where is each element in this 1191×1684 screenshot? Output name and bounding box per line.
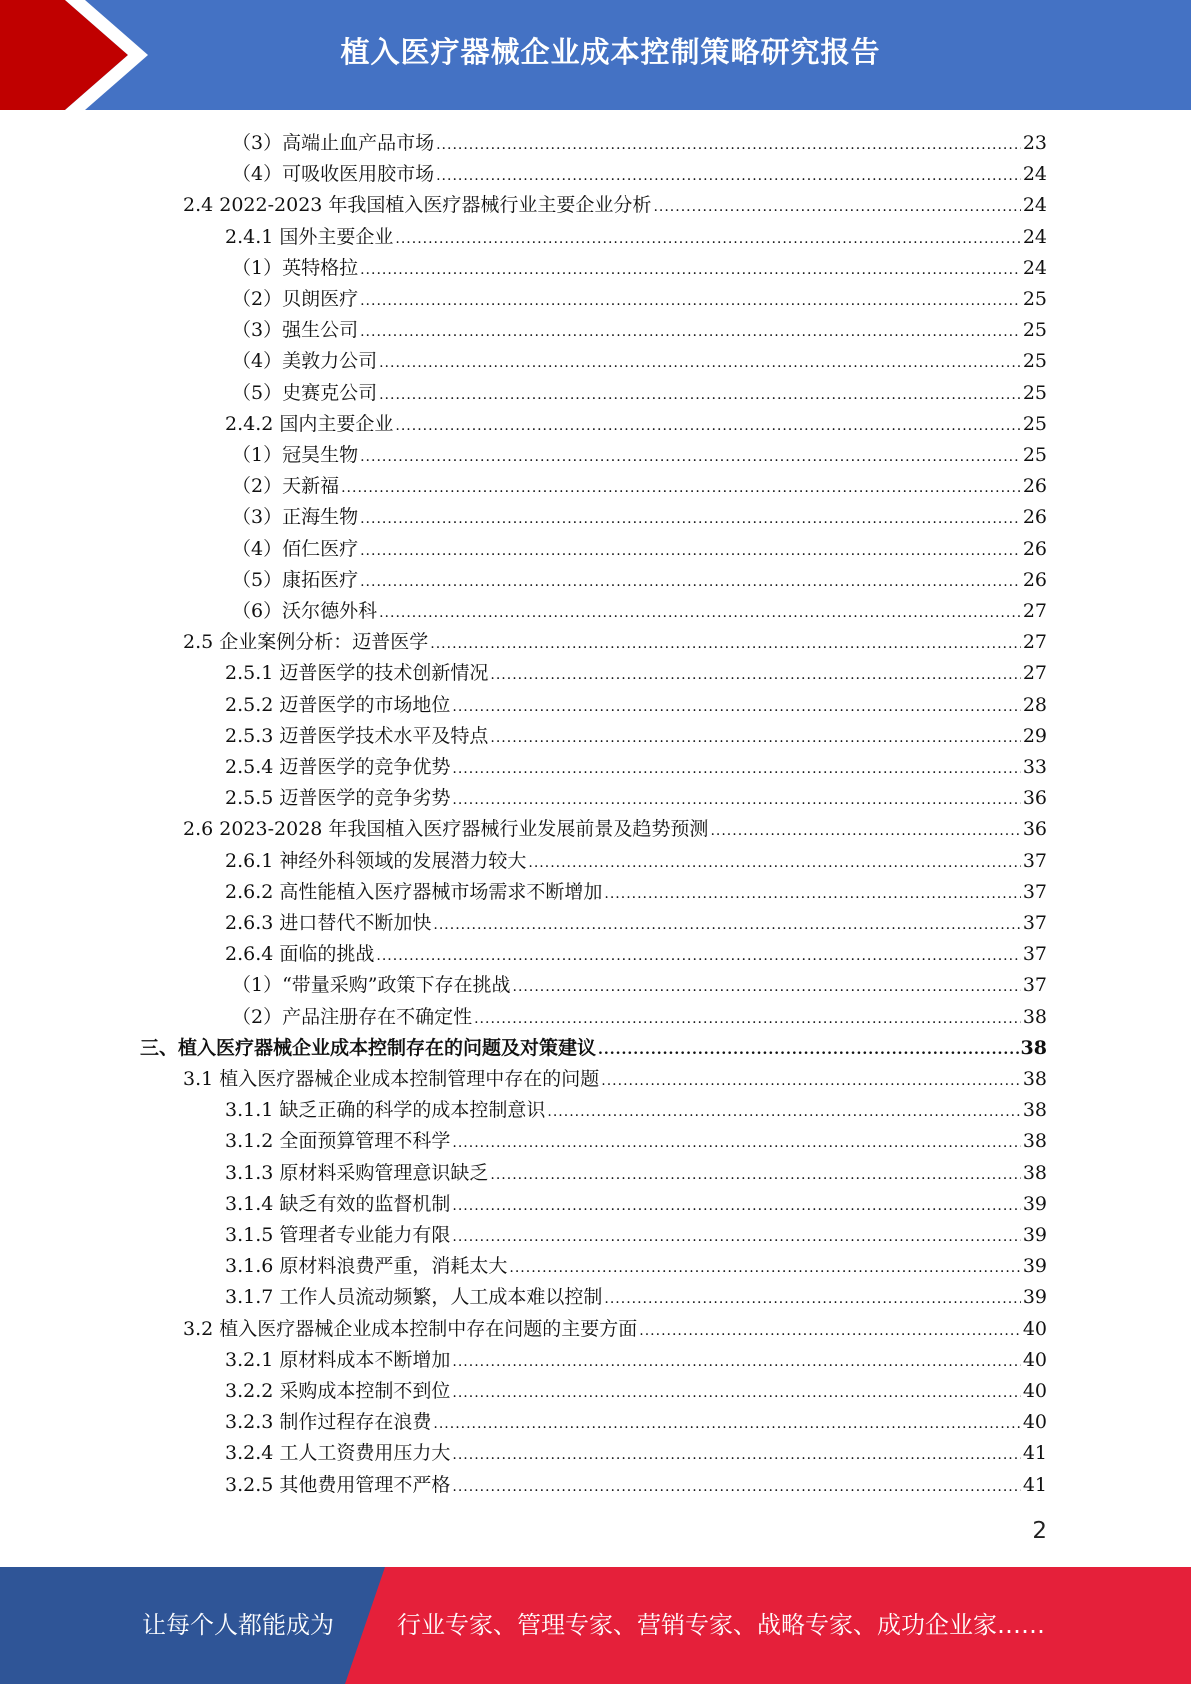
toc-dot-leader <box>360 317 1021 348</box>
toc-entry-page: 40 <box>1022 1380 1047 1402</box>
toc-dot-leader <box>379 348 1021 379</box>
toc-entry[interactable] <box>183 1314 1047 1345</box>
toc-dot-leader <box>452 754 1020 785</box>
toc-entry-title: 2.5.1 迈普医学的技术创新情况 <box>225 662 489 685</box>
toc-entry-title: （6）沃尔德外科 <box>232 600 378 622</box>
toc-entry-page: 38 <box>1022 1099 1047 1122</box>
toc-entry-page: 36 <box>1022 818 1047 841</box>
toc-entry[interactable] <box>225 409 1047 440</box>
toc-entry-page: 24 <box>1022 256 1047 279</box>
toc-entry-page: 24 <box>1022 194 1047 217</box>
toc-entry-title: 3.2 植入医疗器械企业成本控制中存在问题的主要方面 <box>183 1317 638 1340</box>
toc-entry[interactable] <box>232 970 1047 1001</box>
toc-entry[interactable] <box>232 534 1047 565</box>
toc-entry-title: 3.1.5 管理者专业能力有限 <box>225 1224 451 1246</box>
toc-entry-page: 25 <box>1022 444 1047 466</box>
toc-dot-leader <box>452 785 1020 816</box>
toc-dot-leader <box>360 504 1021 535</box>
toc-entry[interactable] <box>225 658 1047 689</box>
toc-dot-leader <box>452 1378 1020 1409</box>
toc-entry[interactable] <box>232 1002 1047 1033</box>
toc-dot-leader <box>513 972 1021 1003</box>
toc-entry-page: 26 <box>1022 568 1047 591</box>
toc-dot-leader <box>360 286 1021 317</box>
toc-entry-title: （3）强生公司 <box>232 319 359 342</box>
toc-dot-leader <box>598 1035 1019 1066</box>
toc-entry[interactable] <box>225 1282 1047 1313</box>
toc-entry[interactable] <box>232 159 1047 190</box>
toc-dot-leader <box>490 723 1020 754</box>
toc-entry-page: 40 <box>1022 1411 1047 1434</box>
toc-dot-leader <box>452 1347 1020 1378</box>
toc-entry[interactable] <box>140 1033 1047 1064</box>
toc-dot-leader <box>710 816 1020 847</box>
toc-entry-page: 39 <box>1022 1255 1047 1278</box>
toc-entry[interactable] <box>225 1251 1047 1282</box>
toc-entry-title: （1）冠昊生物 <box>232 444 359 466</box>
toc-entry[interactable] <box>225 1470 1047 1501</box>
toc-entry-title: （4）可吸收医用胶市场 <box>232 163 435 186</box>
toc-entry-title: （2）产品注册存在不确定性 <box>232 1005 473 1028</box>
toc-entry-page: 38 <box>1022 1005 1047 1028</box>
toc-entry-title: 3.1.7 工作人员流动频繁，人工成本难以控制 <box>225 1286 603 1309</box>
toc-dot-leader <box>360 255 1021 286</box>
toc-entry-title: （5）康拓医疗 <box>232 568 359 591</box>
toc-entry[interactable] <box>183 190 1047 221</box>
toc-entry-title: 3.2.4 工人工资费用压力大 <box>225 1442 451 1465</box>
toc-entry-page: 25 <box>1022 350 1047 373</box>
toc-entry[interactable] <box>225 877 1047 908</box>
toc-entry-title: 3.2.3 制作过程存在浪费 <box>225 1411 432 1434</box>
toc-entry-title: 2.5 企业案例分析：迈普医学 <box>183 631 429 654</box>
toc-entry[interactable] <box>183 627 1047 658</box>
toc-entry-page: 37 <box>1022 880 1047 903</box>
toc-entry-page: 25 <box>1022 412 1047 435</box>
toc-entry-title: （1）“带量采购”政策下存在挑战 <box>232 974 511 997</box>
toc-entry-title: （4）美敦力公司 <box>232 350 378 373</box>
toc-dot-leader <box>379 598 1021 629</box>
toc-entry-page: 37 <box>1022 974 1047 997</box>
toc-entry-page: 27 <box>1022 631 1047 654</box>
toc-dot-leader <box>509 1253 1020 1284</box>
toc-entry[interactable] <box>232 440 1047 471</box>
toc-entry-title: （4）佰仁医疗 <box>232 537 359 560</box>
toc-entry[interactable] <box>225 222 1047 253</box>
toc-entry[interactable] <box>225 721 1047 752</box>
toc-dot-leader <box>528 848 1020 879</box>
toc-dot-leader <box>547 1097 1020 1128</box>
toc-entry-title: 2.4.1 国外主要企业 <box>225 225 394 248</box>
page-number: 2 <box>1032 1518 1047 1544</box>
toc-entry[interactable] <box>232 346 1047 377</box>
toc-entry-title: 3.2.5 其他费用管理不严格 <box>225 1473 451 1496</box>
toc-entry-page: 26 <box>1022 506 1047 529</box>
toc-entry-title: 3.2.1 原材料成本不断增加 <box>225 1348 451 1371</box>
footer-slogan-left: 让每个人都能成为 <box>142 1611 334 1639</box>
toc-entry-page: 40 <box>1022 1348 1047 1371</box>
toc-entry-page: 26 <box>1022 537 1047 560</box>
toc-entry-title: 2.6 2023-2028 年我国植入医疗器械行业发展前景及趋势预测 <box>183 818 709 841</box>
toc-dot-leader <box>379 380 1021 411</box>
toc-entry-title: 2.5.5 迈普医学的竞争劣势 <box>225 787 451 810</box>
toc-dot-leader <box>452 1440 1020 1471</box>
toc-dot-leader <box>452 1222 1020 1253</box>
toc-dot-leader <box>452 1128 1020 1159</box>
toc-dot-leader <box>452 1472 1020 1503</box>
toc-entry[interactable] <box>225 1158 1047 1189</box>
toc-entry[interactable] <box>232 565 1047 596</box>
toc-dot-leader <box>601 1066 1021 1097</box>
toc-entry-title: （1）英特格拉 <box>232 256 359 279</box>
toc-dot-leader <box>436 130 1021 161</box>
toc-entry-page: 38 <box>1020 1036 1047 1059</box>
toc-entry-title: （5）史赛克公司 <box>232 381 378 404</box>
toc-entry-page: 25 <box>1022 288 1047 310</box>
toc-dot-leader <box>604 1284 1020 1315</box>
toc-entry[interactable] <box>225 1438 1047 1469</box>
toc-dot-leader <box>376 941 1020 972</box>
toc-entry[interactable] <box>225 1126 1047 1157</box>
toc-entry[interactable] <box>225 1345 1047 1376</box>
toc-entry-page: 39 <box>1022 1286 1047 1309</box>
toc-entry[interactable] <box>225 1189 1047 1220</box>
page-footer <box>0 1567 1191 1684</box>
toc-entry-title: 三、植入医疗器械企业成本控制存在的问题及对策建议 <box>140 1036 597 1059</box>
toc-entry[interactable] <box>225 1095 1047 1126</box>
toc-entry-page: 38 <box>1022 1161 1047 1184</box>
toc-entry-page: 24 <box>1022 225 1047 248</box>
toc-entry-page: 38 <box>1022 1068 1047 1090</box>
toc-entry-title: 3.1.6 原材料浪费严重，消耗太大 <box>225 1255 508 1278</box>
toc-entry[interactable] <box>232 315 1047 346</box>
toc-entry-title: （3）正海生物 <box>232 506 359 529</box>
toc-entry[interactable] <box>232 128 1047 159</box>
toc-entry-page: 39 <box>1022 1192 1047 1215</box>
toc-entry-page: 29 <box>1022 724 1047 747</box>
toc-entry[interactable] <box>183 814 1047 845</box>
toc-entry-title: 2.6.1 神经外科领域的发展潜力较大 <box>225 849 527 872</box>
toc-entry-title: 2.4 2022-2023 年我国植入医疗器械行业主要企业分析 <box>183 194 652 217</box>
toc-entry-page: 36 <box>1022 787 1047 810</box>
toc-entry[interactable] <box>225 908 1047 939</box>
toc-entry-title: 3.2.2 采购成本控制不到位 <box>225 1380 451 1402</box>
toc-entry-page: 38 <box>1022 1130 1047 1153</box>
footer-slogan-right: 行业专家、管理专家、营销专家、战略专家、成功企业家…… <box>397 1611 1045 1639</box>
toc-entry-page: 26 <box>1022 475 1047 498</box>
toc-entry[interactable] <box>232 253 1047 284</box>
toc-entry[interactable] <box>225 752 1047 783</box>
toc-dot-leader <box>433 1409 1020 1440</box>
toc-dot-leader <box>395 411 1020 442</box>
toc-dot-leader <box>360 442 1021 473</box>
toc-entry-page: 33 <box>1022 756 1047 778</box>
toc-entry-page: 39 <box>1022 1224 1047 1246</box>
toc-entry-title: （2）贝朗医疗 <box>232 288 359 310</box>
header-arrow-decoration <box>0 0 150 110</box>
toc-entry[interactable] <box>225 939 1047 970</box>
toc-entry-title: 2.5.2 迈普医学的市场地位 <box>225 693 451 716</box>
toc-dot-leader <box>341 473 1021 504</box>
toc-dot-leader <box>452 1191 1020 1222</box>
toc-entry-title: 3.1 植入医疗器械企业成本控制管理中存在的问题 <box>183 1068 600 1090</box>
toc-entry-title: 2.6.4 面临的挑战 <box>225 943 375 966</box>
toc-dot-leader <box>490 1160 1020 1191</box>
toc-entry[interactable] <box>225 1407 1047 1438</box>
toc-dot-leader <box>474 1004 1021 1035</box>
toc-entry-page: 25 <box>1022 381 1047 404</box>
toc-entry-page: 37 <box>1022 849 1047 872</box>
toc-dot-leader <box>490 660 1020 691</box>
toc-entry[interactable] <box>225 783 1047 814</box>
toc-entry-page: 40 <box>1022 1317 1047 1340</box>
toc-dot-leader <box>639 1316 1021 1347</box>
toc-entry-page: 37 <box>1022 943 1047 966</box>
toc-entry[interactable] <box>232 596 1047 627</box>
toc-entry-title: （3）高端止血产品市场 <box>232 132 435 154</box>
toc-entry[interactable] <box>232 284 1047 315</box>
toc-entry-page: 41 <box>1022 1442 1047 1465</box>
toc-entry-title: 3.1.2 全面预算管理不科学 <box>225 1130 451 1153</box>
toc-entry[interactable] <box>183 1064 1047 1095</box>
toc-entry-page: 27 <box>1022 662 1047 685</box>
toc-dot-leader <box>604 879 1020 910</box>
toc-entry-title: （2）天新福 <box>232 475 340 498</box>
toc-entry-title: 2.6.2 高性能植入医疗器械市场需求不断增加 <box>225 880 603 903</box>
toc-entry-title: 2.4.2 国内主要企业 <box>225 412 394 435</box>
toc-entry[interactable] <box>232 502 1047 533</box>
toc-entry-page: 28 <box>1022 693 1047 716</box>
toc-entry[interactable] <box>232 378 1047 409</box>
toc-entry-title: 3.1.4 缺乏有效的监督机制 <box>225 1192 451 1215</box>
toc-entry-page: 27 <box>1022 600 1047 622</box>
toc-dot-leader <box>360 536 1021 567</box>
toc-dot-leader <box>360 567 1021 598</box>
toc-entry-page: 23 <box>1022 132 1047 154</box>
toc-entry-title: 2.5.3 迈普医学技术水平及特点 <box>225 724 489 747</box>
toc-entry-title: 3.1.1 缺乏正确的科学的成本控制意识 <box>225 1099 546 1122</box>
toc-entry-title: 2.6.3 进口替代不断加快 <box>225 912 432 934</box>
toc-dot-leader <box>433 910 1020 941</box>
toc-entry[interactable] <box>225 846 1047 877</box>
toc-entry-page: 37 <box>1022 912 1047 934</box>
toc-entry-page: 41 <box>1022 1473 1047 1496</box>
toc-entry-page: 24 <box>1022 163 1047 186</box>
toc-entry-page: 25 <box>1022 319 1047 342</box>
toc-dot-leader <box>653 192 1020 223</box>
toc-entry-title: 2.5.4 迈普医学的竞争优势 <box>225 756 451 778</box>
toc-entry[interactable] <box>225 690 1047 721</box>
toc-dot-leader <box>430 629 1021 660</box>
toc-entry[interactable] <box>225 1376 1047 1407</box>
report-title: 植入医疗器械企业成本控制策略研究报告 <box>340 34 881 69</box>
toc-dot-leader <box>452 692 1020 723</box>
toc-entry[interactable] <box>232 471 1047 502</box>
page-header <box>0 0 1191 110</box>
toc-dot-leader <box>436 161 1021 192</box>
toc-dot-leader <box>395 224 1020 255</box>
toc-entry[interactable] <box>225 1220 1047 1251</box>
toc-entry-title: 3.1.3 原材料采购管理意识缺乏 <box>225 1161 489 1184</box>
